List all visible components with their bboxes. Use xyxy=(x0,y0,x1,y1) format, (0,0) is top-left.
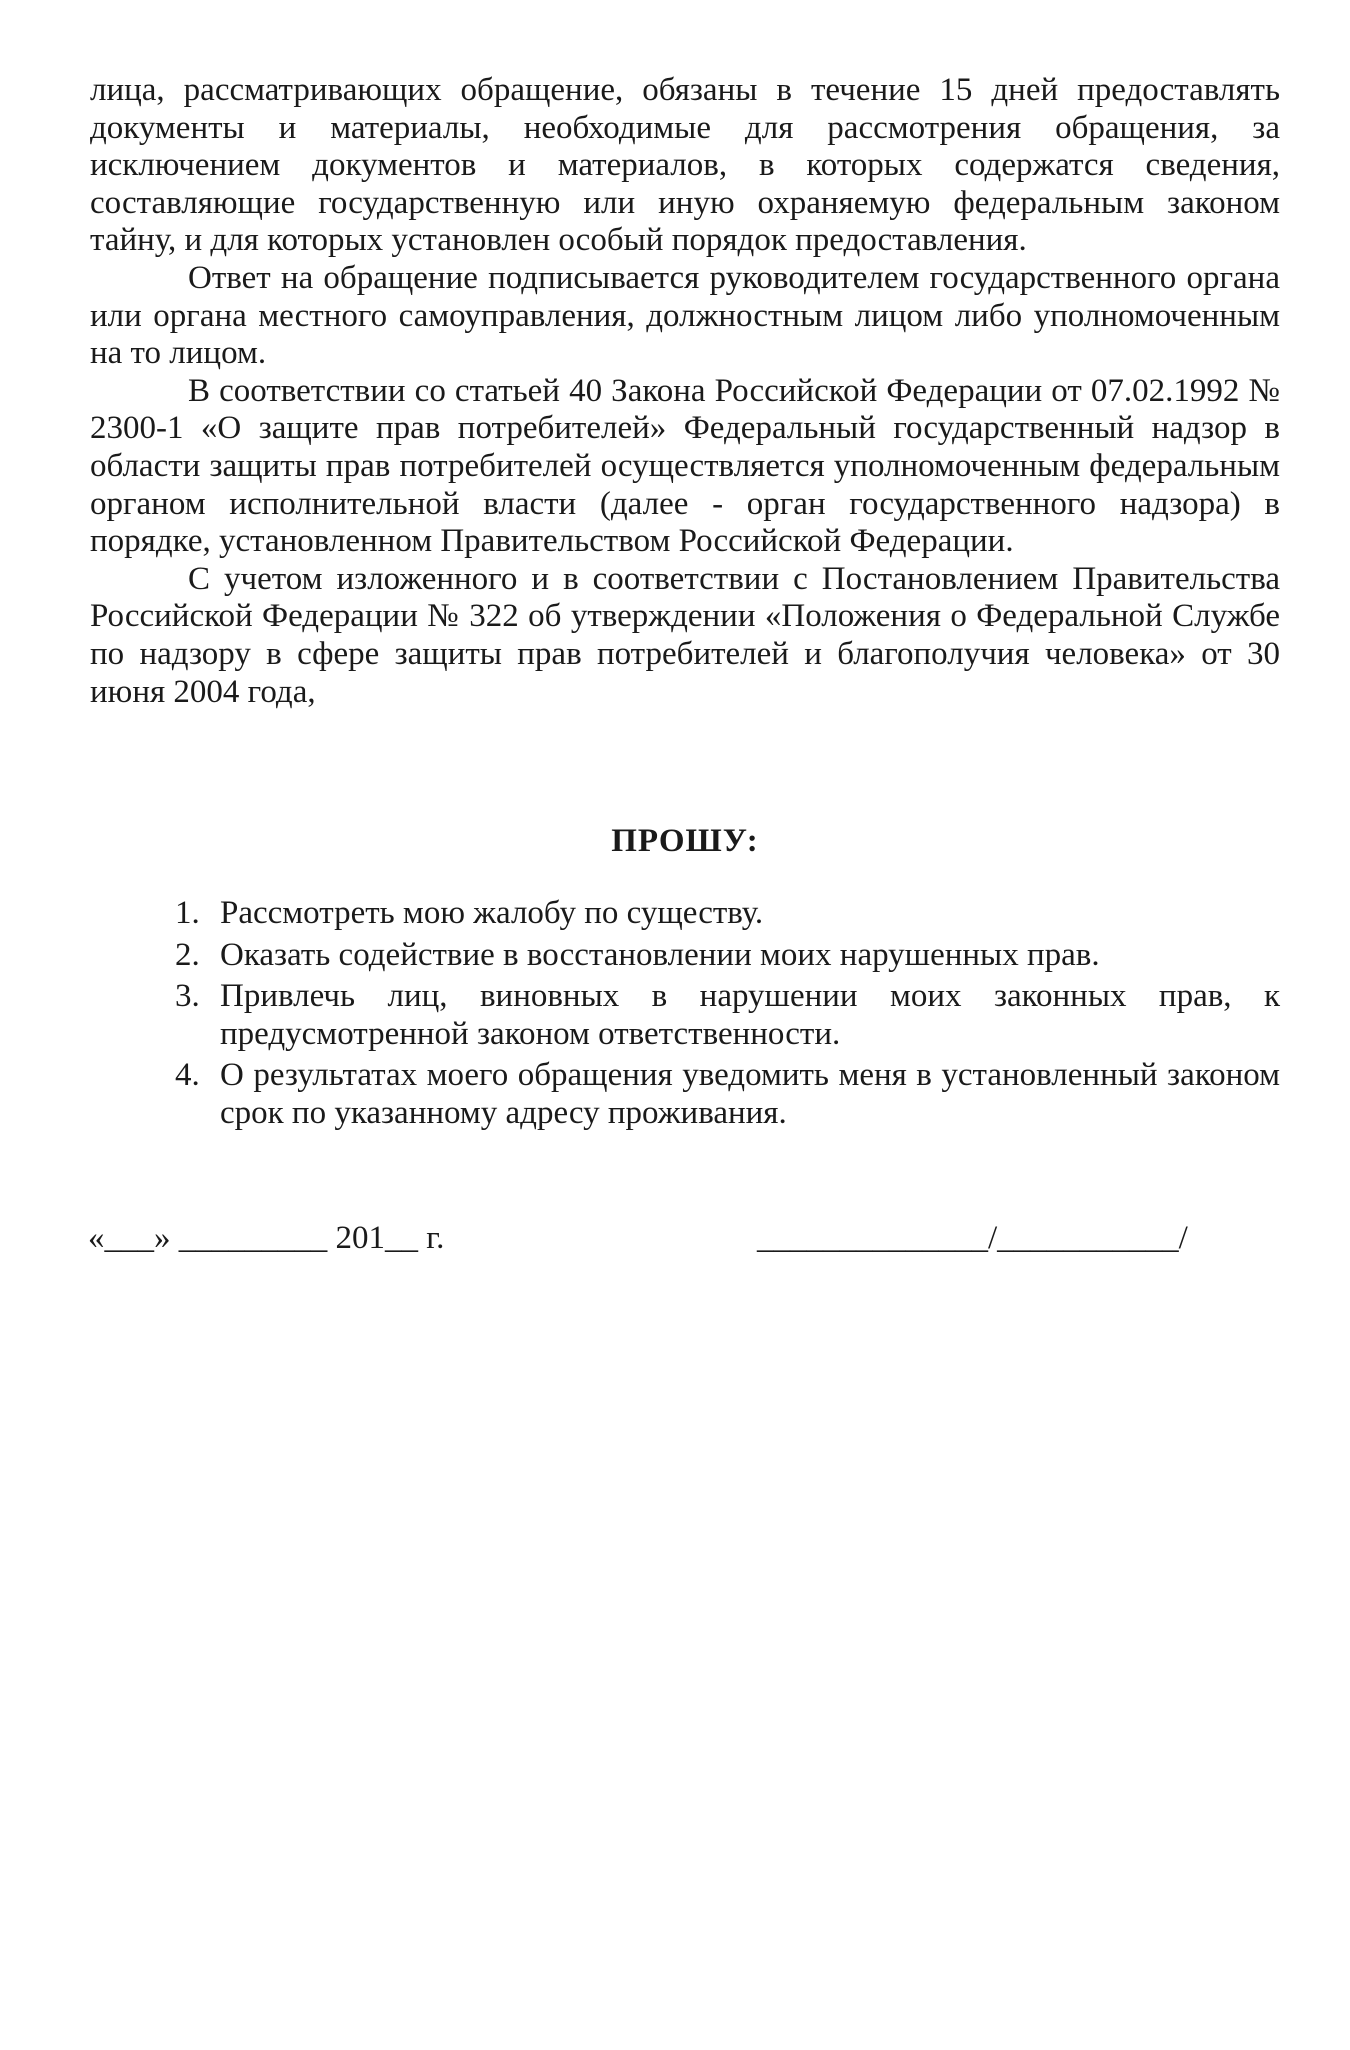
list-item xyxy=(90,895,1280,933)
list-item-text: Оказать содействие в восстановлении моих нарушенных прав. xyxy=(220,936,1100,973)
paragraph-consumer-law: В соответствии со статьей 40 Закона Российской Федерации от 07.02.1992 № 2300-1 «О защите прав потребителей» Федеральный государственный надзор в области защиты прав потребителей осуществляется уполномоченным федеральным органом исполнительной власти (далее - орган государственного надзора) в порядке, установленном Правительством Российской Федерации. xyxy=(90,372,1280,560)
signature-field: ______________/___________/ xyxy=(757,1220,1188,1256)
paragraph-continuation: лица, рассматривающих обращение, обязаны в течение 15 дней предоставлять документы и материалы, необходимые для рассмотрения обращения, за исключением документов и материалов, в которых содержатся сведения, составляющие государственную или иную охраняемую федеральным законом тайну, и для которых установлен особый порядок предоставления. xyxy=(90,72,1280,259)
list-item-number: 1. xyxy=(175,895,200,931)
list-item-number: 4. xyxy=(175,1057,200,1094)
list-item xyxy=(90,1057,1280,1132)
paragraph-response-signature: Ответ на обращение подписывается руководителем государственного органа или органа местного самоуправления, должностным лицом либо уполномоченным на то лицом. xyxy=(90,259,1280,372)
paragraph-resolution-basis: С учетом изложенного и в соответствии с Постановлением Правительства Российской Федерации № 322 об утверждении «Положения о Федеральной Службе по надзору в сфере защиты прав потребителей и благополучия человека» от 30 июня 2004 года, xyxy=(90,560,1280,710)
list-item-number: 2. xyxy=(175,936,200,973)
list-item-text: Рассмотреть мою жалобу по существу. xyxy=(220,895,764,931)
request-list xyxy=(90,895,1280,1137)
list-item-text: О результатах моего обращения уведомить меня в установленный законом срок по указанному адресу проживания. xyxy=(220,1057,1280,1131)
list-item-number: 3. xyxy=(175,978,200,1015)
request-heading: ПРОШУ: xyxy=(611,823,759,859)
document-body xyxy=(90,72,1280,711)
list-item-text: Привлечь лиц, виновных в нарушении моих законных прав, к предусмотренной законом ответственности. xyxy=(220,978,1280,1052)
date-field: «___» _________ 201__ г. xyxy=(88,1220,445,1256)
list-item xyxy=(90,937,1280,975)
list-item xyxy=(90,978,1280,1053)
